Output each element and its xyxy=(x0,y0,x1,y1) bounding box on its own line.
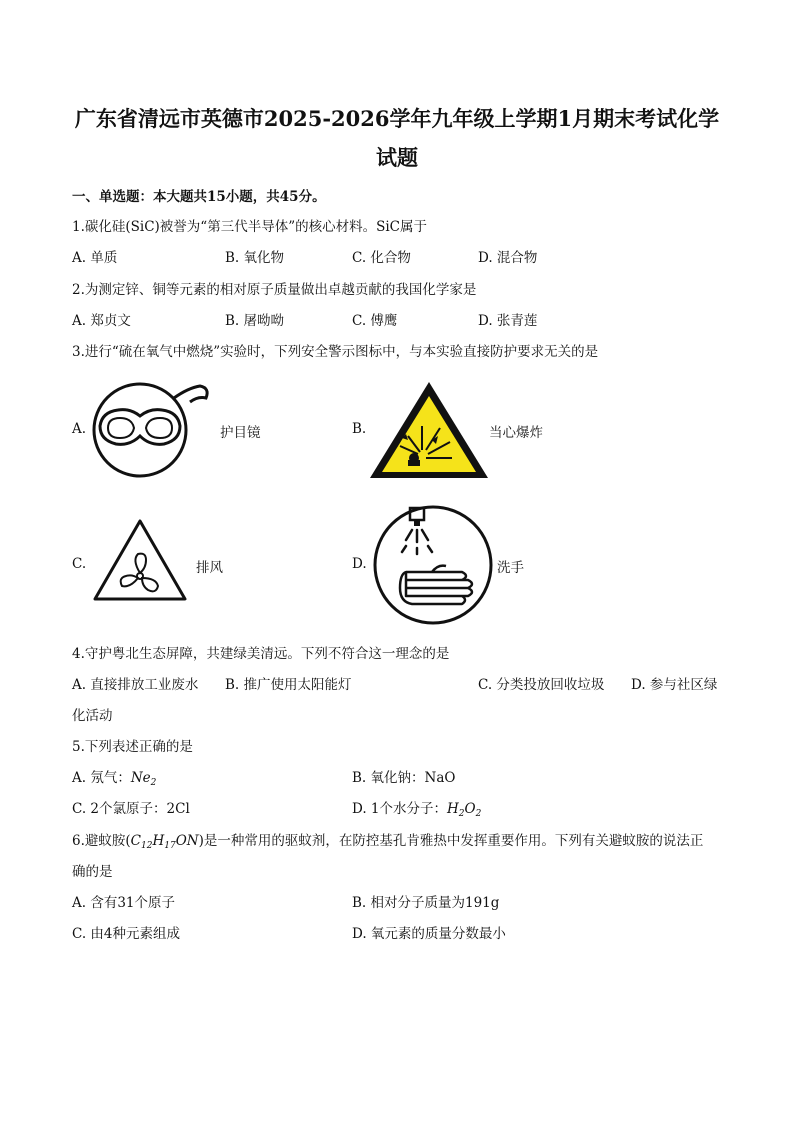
q6-option-c: C. 由4种元素组成 xyxy=(72,926,181,942)
q5-option-c: C. 2个氯原子：2Cl xyxy=(72,801,190,817)
q1-stem: 1.碳化硅(SiC)被誉为“第三代半导体”的核心材料。SiC属于 xyxy=(72,219,428,235)
ventilation-fan-icon xyxy=(92,518,188,602)
q4-option-d-wrap: 化活动 xyxy=(72,708,113,724)
section-heading: 一、单选题：本大题共15小题，共45分。 xyxy=(72,189,326,205)
q3-option-b-letter: B. xyxy=(352,421,367,437)
q3-option-a-label: 护目镜 xyxy=(220,425,261,441)
q3-option-c-label: 排风 xyxy=(196,560,223,576)
goggles-icon xyxy=(92,374,214,486)
q6-stem-wrap: 确的是 xyxy=(72,864,113,880)
q3-option-d-label: 洗手 xyxy=(497,560,524,576)
q4-option-c: C. 分类投放回收垃圾 xyxy=(478,677,605,693)
q4-option-a: A. 直接排放工业废水 xyxy=(72,677,199,693)
q3-option-a-letter: A. xyxy=(72,421,87,437)
q1-option-a: A. 单质 xyxy=(72,250,118,266)
explosion-warning-icon xyxy=(368,380,490,480)
q1-option-b: B. 氧化物 xyxy=(225,250,285,266)
q3-option-c-letter: C. xyxy=(72,556,87,572)
q5-option-b: B. 氧化钠：NaO xyxy=(352,770,456,786)
q2-option-c: C. 傅鹰 xyxy=(352,313,398,329)
exam-title-line2: 试题 xyxy=(376,145,418,170)
q2-option-d: D. 张青莲 xyxy=(478,313,538,329)
q2-option-b: B. 屠呦呦 xyxy=(225,313,285,329)
q4-stem: 4.守护粤北生态屏障，共建绿美清远。下列不符合这一理念的是 xyxy=(72,646,450,662)
q3-stem: 3.进行“硫在氧气中燃烧”实验时，下列安全警示图标中，与本实验直接防护要求无关的是 xyxy=(72,344,599,360)
q5-stem: 5.下列表述正确的是 xyxy=(72,739,193,755)
q6-option-a: A. 含有31个原子 xyxy=(72,895,176,911)
q1-option-c: C. 化合物 xyxy=(352,250,411,266)
q3-option-d-letter: D. xyxy=(352,556,367,572)
q2-stem: 2.为测定锌、铜等元素的相对原子质量做出卓越贡献的我国化学家是 xyxy=(72,282,477,298)
exam-title: 广东省清远市英德市2025-2026学年九年级上学期1月期末考试化学 xyxy=(74,106,720,131)
q6-option-d: D. 氧元素的质量分数最小 xyxy=(352,926,506,942)
q1-option-d: D. 混合物 xyxy=(478,250,538,266)
q6-option-b: B. 相对分子质量为191g xyxy=(352,895,500,911)
q5-option-d: D. 1个水分子：$H_2O_2$ xyxy=(352,801,482,819)
q3-option-b-label: 当心爆炸 xyxy=(489,425,543,441)
q4-option-b: B. 推广使用太阳能灯 xyxy=(225,677,352,693)
q5-option-a: A. 氖气：$Ne_2$ xyxy=(72,770,157,788)
q2-option-a: A. 郑贞文 xyxy=(72,313,131,329)
hand-wash-icon xyxy=(372,504,494,626)
q6-stem: 6.避蚊胺$(C_{12}H_{17}ON)$是一种常用的驱蚊剂，在防控基孔肯雅热中发挥重要作用。下列有关避蚊胺的说法正 xyxy=(72,833,704,851)
q4-option-d: D. 参与社区绿 xyxy=(631,677,718,693)
